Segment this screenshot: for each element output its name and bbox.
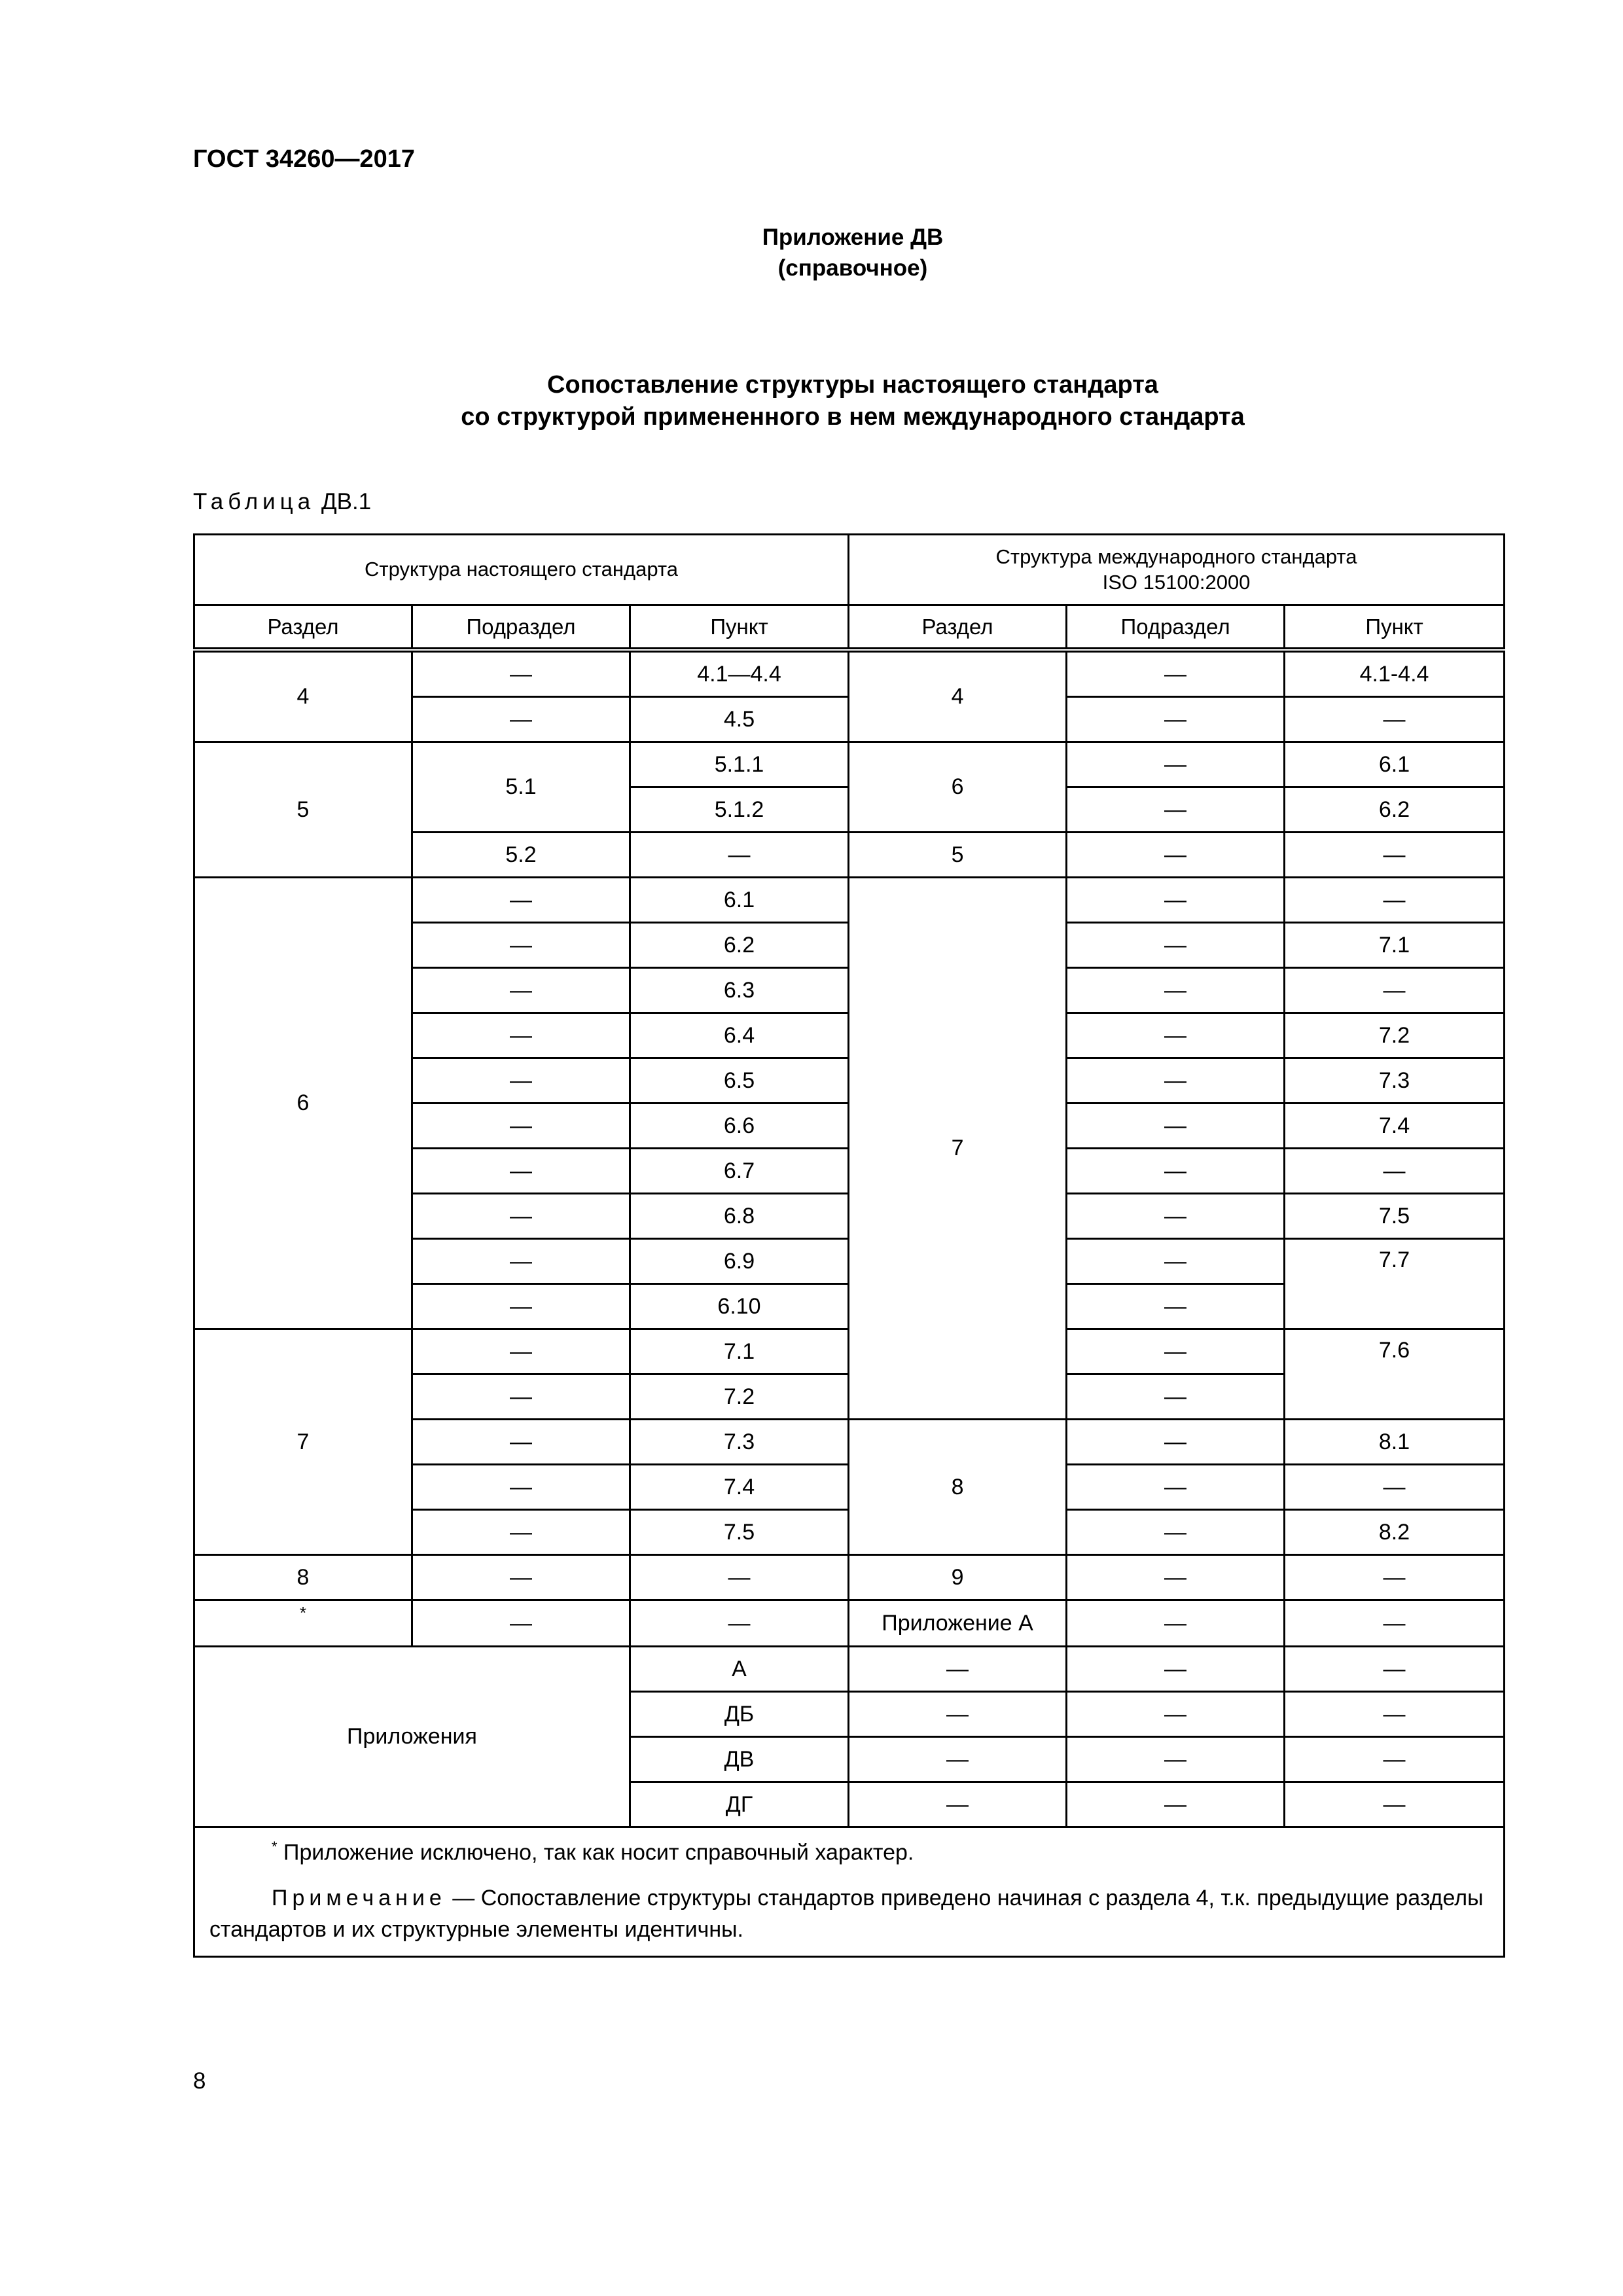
table-cell: — — [1067, 742, 1285, 787]
table-cell: — — [1067, 1782, 1285, 1827]
table-cell: — — [1285, 1692, 1505, 1737]
table-cell: — — [1067, 787, 1285, 833]
appendix-title: Приложение ДВ — [762, 224, 944, 250]
col-header-podrazdel-right: Подраздел — [1067, 605, 1285, 651]
page-title-line2: со структурой примененного в нем международного стандарта — [461, 403, 1245, 431]
table-cell: — — [1067, 1647, 1285, 1692]
table-cell: 4 — [849, 650, 1067, 742]
note-text: — Сопоставление структуры стандартов приведено начиная с раздела 4, т.к. предыдущие разделы стандартов и их структурные элементы идентичны. — [209, 1885, 1484, 1942]
table-cell: 4.1-4.4 — [1285, 650, 1505, 697]
table-cell: ДБ — [630, 1692, 849, 1737]
table-cell: 6.9 — [630, 1239, 849, 1284]
table-cell: — — [412, 1239, 630, 1284]
table-header-columns-row — [194, 605, 1505, 651]
footnote — [209, 1837, 1489, 1869]
table-cell: 7.1 — [630, 1329, 849, 1374]
table-cell: Приложение А — [849, 1600, 1067, 1647]
table-label — [193, 489, 371, 515]
table-cell: 6.6 — [630, 1103, 849, 1149]
table-label-number: ДВ.1 — [315, 489, 372, 514]
table-cell: — — [412, 1194, 630, 1239]
table-cell: — — [1285, 1737, 1505, 1782]
table-cell: — — [412, 1329, 630, 1374]
appendix-type: (справочное) — [777, 255, 928, 281]
table-cell: — — [1067, 1465, 1285, 1510]
table-cell: 7.7 — [1285, 1239, 1505, 1329]
table-cell: — — [630, 1600, 849, 1647]
table-cell: А — [630, 1647, 849, 1692]
table-row — [194, 650, 1505, 697]
table-cell: — — [1067, 1692, 1285, 1737]
table-cell: — — [1067, 1239, 1285, 1284]
table-cell: — — [412, 1013, 630, 1058]
table-cell: — — [412, 1465, 630, 1510]
header-international-standard — [849, 535, 1505, 605]
table-cell: Приложения — [194, 1647, 630, 1827]
table-cell: — — [1067, 1374, 1285, 1420]
header-international-line1: Структура международного стандарта — [995, 545, 1357, 568]
table-cell: — — [630, 833, 849, 878]
table-cell: — — [1067, 968, 1285, 1013]
table-cell: 9 — [849, 1555, 1067, 1600]
table-cell: ДВ — [630, 1737, 849, 1782]
table-cell: 7.4 — [630, 1465, 849, 1510]
table-cell: 7 — [194, 1329, 412, 1555]
table-cell: — — [1067, 697, 1285, 742]
table-cell: — — [1067, 1284, 1285, 1329]
table-cell: 5.1.1 — [630, 742, 849, 787]
table-label-word: Таблица — [193, 489, 315, 514]
table-cell: 8.1 — [1285, 1420, 1505, 1465]
table-cell: — — [849, 1647, 1067, 1692]
col-header-razdel-left: Раздел — [194, 605, 412, 651]
table-cell: — — [1285, 1647, 1505, 1692]
table-cell: 7.2 — [1285, 1013, 1505, 1058]
table-cell: 8 — [194, 1555, 412, 1600]
header-international-line2: ISO 15100:2000 — [1102, 570, 1251, 594]
table-cell: — — [412, 1510, 630, 1555]
document-code: ГОСТ 34260—2017 — [193, 145, 416, 173]
table-cell: — — [412, 923, 630, 968]
table-cell: 7.5 — [1285, 1194, 1505, 1239]
table-cell: — — [849, 1737, 1067, 1782]
table-cell: 7.6 — [1285, 1329, 1505, 1420]
table-cell: 6.7 — [630, 1149, 849, 1194]
table-cell: — — [412, 697, 630, 742]
table-cell: 6 — [849, 742, 1067, 833]
table-cell: — — [1067, 1194, 1285, 1239]
table-cell: 7.2 — [630, 1374, 849, 1420]
table-cell: 4.1—4.4 — [630, 650, 849, 697]
col-header-razdel-right: Раздел — [849, 605, 1067, 651]
table-cell: — — [1285, 1600, 1505, 1647]
table-cell: — — [630, 1555, 849, 1600]
table-cell: — — [1067, 1329, 1285, 1374]
table-cell: — — [412, 1103, 630, 1149]
table-cell: — — [1285, 878, 1505, 923]
table-cell: — — [412, 968, 630, 1013]
table-cell: 5 — [194, 742, 412, 878]
table-cell: — — [1285, 1555, 1505, 1600]
table-cell: — — [1285, 968, 1505, 1013]
table-cell: — — [1285, 1149, 1505, 1194]
table-cell: 6.5 — [630, 1058, 849, 1103]
table-cell: 6.1 — [630, 878, 849, 923]
table-cell: — — [412, 1555, 630, 1600]
col-header-punkt-left: Пункт — [630, 605, 849, 651]
table-cell: 4 — [194, 650, 412, 742]
table-cell: 6.1 — [1285, 742, 1505, 787]
table-cell: — — [1067, 650, 1285, 697]
table-cell: — — [1067, 1013, 1285, 1058]
table-cell: 8.2 — [1285, 1510, 1505, 1555]
table-cell: 5 — [849, 833, 1067, 878]
table-cell: 7.4 — [1285, 1103, 1505, 1149]
table-cell: 7.3 — [1285, 1058, 1505, 1103]
table-cell: — — [1285, 1782, 1505, 1827]
table-cell: — — [849, 1692, 1067, 1737]
col-header-punkt-right: Пункт — [1285, 605, 1505, 651]
table-cell: — — [412, 1058, 630, 1103]
table-cell: — — [849, 1782, 1067, 1827]
table-cell: 5.1 — [412, 742, 630, 833]
comparison-table — [193, 533, 1505, 1958]
table-cell: — — [412, 650, 630, 697]
col-header-podrazdel-left: Подраздел — [412, 605, 630, 651]
table-cell: — — [412, 1420, 630, 1465]
table-row — [194, 878, 1505, 923]
table-cell: — — [1285, 697, 1505, 742]
table-header-group-row — [194, 535, 1505, 605]
table-cell: — — [1067, 1058, 1285, 1103]
table-cell: 7.5 — [630, 1510, 849, 1555]
table-notes-row — [194, 1827, 1505, 1957]
table-cell: — — [1067, 1555, 1285, 1600]
table-cell: 4.5 — [630, 697, 849, 742]
table-cell: 7.1 — [1285, 923, 1505, 968]
table-cell: 6.3 — [630, 968, 849, 1013]
table-row — [194, 1647, 1505, 1692]
table-cell: — — [412, 1374, 630, 1420]
page-number: 8 — [193, 2068, 206, 2094]
table-cell: — — [412, 1284, 630, 1329]
table-cell: — — [1067, 1737, 1285, 1782]
table-cell: 7.3 — [630, 1420, 849, 1465]
table-cell: * — [194, 1600, 412, 1647]
table-row — [194, 742, 1505, 787]
note-label: Примечание — [272, 1885, 446, 1910]
header-current-standard: Структура настоящего стандарта — [194, 535, 849, 605]
table-row — [194, 1600, 1505, 1647]
table-cell: — — [1067, 1149, 1285, 1194]
table-cell: 6.8 — [630, 1194, 849, 1239]
table-cell: — — [1067, 1103, 1285, 1149]
table-cell: 8 — [849, 1420, 1067, 1555]
table-cell: 6.2 — [630, 923, 849, 968]
table-cell: 6 — [194, 878, 412, 1329]
page-title-line1: Сопоставление структуры настоящего стандарта — [547, 371, 1158, 399]
table-cell: ДГ — [630, 1782, 849, 1827]
table-cell: — — [1067, 833, 1285, 878]
footnote-mark: * — [272, 1839, 277, 1855]
table-notes — [194, 1827, 1505, 1957]
table-cell: — — [1285, 1465, 1505, 1510]
table-cell: — — [412, 878, 630, 923]
table-cell: — — [1067, 923, 1285, 968]
table-cell: 6.10 — [630, 1284, 849, 1329]
table-cell: — — [1067, 1600, 1285, 1647]
note — [209, 1883, 1489, 1945]
table-row — [194, 1555, 1505, 1600]
table-cell: — — [1067, 1510, 1285, 1555]
footnote-text: Приложение исключено, так как носит справочный характер. — [277, 1840, 914, 1865]
table-cell: 7 — [849, 878, 1067, 1420]
table-cell: 5.2 — [412, 833, 630, 878]
table-cell: — — [412, 1149, 630, 1194]
table-cell: 6.2 — [1285, 787, 1505, 833]
table-cell: — — [1067, 878, 1285, 923]
table-cell: — — [412, 1600, 630, 1647]
table-cell: 5.1.2 — [630, 787, 849, 833]
table-cell: 6.4 — [630, 1013, 849, 1058]
table-cell: — — [1067, 1420, 1285, 1465]
table-cell: — — [1285, 833, 1505, 878]
